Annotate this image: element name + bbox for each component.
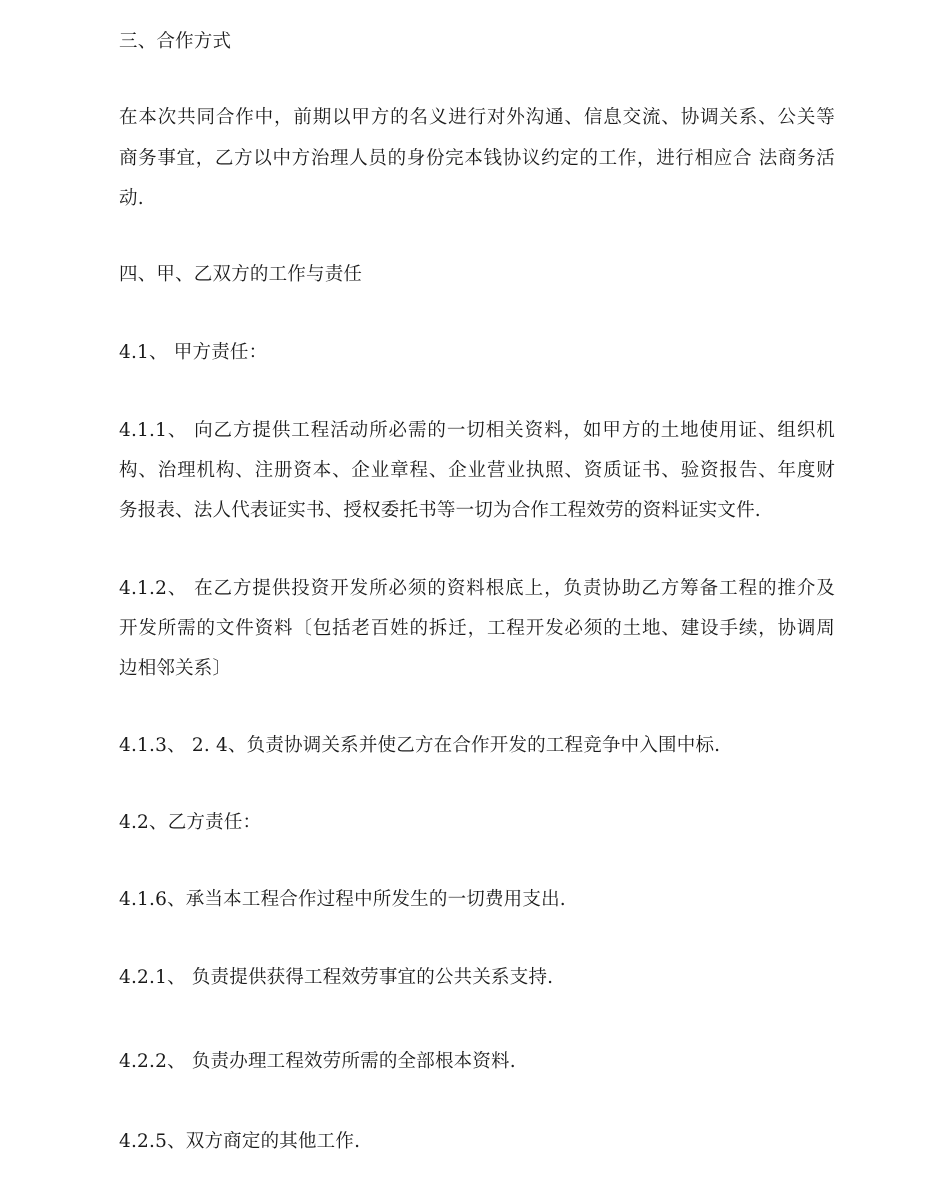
item-4-2-2: 4.2.2、 负责办理工程效劳所需的全部根本资料. xyxy=(119,1051,516,1072)
section-3-paragraph-line-1: 在本次共同合作中，前期以甲方的名义进行对外沟通、信息交流、协调关系、公关等 xyxy=(119,107,835,128)
section-3-paragraph-line-2: 商务事宜，乙方以中方治理人员的身份完本钱协议约定的工作，进行相应合 法商务活 xyxy=(119,148,835,169)
item-4-2-5: 4.2.5、双方商定的其他工作. xyxy=(119,1131,361,1152)
section-3-heading: 三、合作方式 xyxy=(119,31,232,52)
section-3-paragraph-line-3: 动. xyxy=(119,188,144,209)
item-4-1: 4.1、 甲方责任： xyxy=(119,342,268,363)
item-4-1-2-line-2: 开发所需的文件资料〔包括老百姓的拆迁，工程开发必须的土地、建设手续，协调周 xyxy=(119,618,835,639)
item-4-2-1: 4.2.1、 负责提供获得工程效劳事宜的公共关系支持. xyxy=(119,967,554,988)
item-4-1-1-line-1: 4.1.1、 向乙方提供工程活动所必需的一切相关资料，如甲方的土地使用证、组织机 xyxy=(119,420,835,441)
item-4-1-6: 4.1.6、承当本工程合作过程中所发生的一切费用支出. xyxy=(119,889,566,910)
item-4-1-2-line-1: 4.1.2、 在乙方提供投资开发所必须的资料根底上，负责协助乙方筹备工程的推介及 xyxy=(119,578,835,599)
item-4-2: 4.2、乙方责任： xyxy=(119,812,262,833)
item-4-1-1-line-2: 构、治理机构、注册资本、企业章程、企业营业执照、资质证书、验资报告、年度财 xyxy=(119,460,835,481)
item-4-1-3: 4.1.3、 2. 4、负责协调关系并使乙方在合作开发的工程竞争中入围中标. xyxy=(119,735,721,756)
item-4-1-1-line-3: 务报表、法人代表证实书、授权委托书等一切为合作工程效劳的资料证实文件. xyxy=(119,500,761,521)
item-4-1-2-line-3: 边相邻关系〕 xyxy=(119,658,232,679)
section-4-heading: 四、甲、乙双方的工作与责任 xyxy=(119,264,363,285)
